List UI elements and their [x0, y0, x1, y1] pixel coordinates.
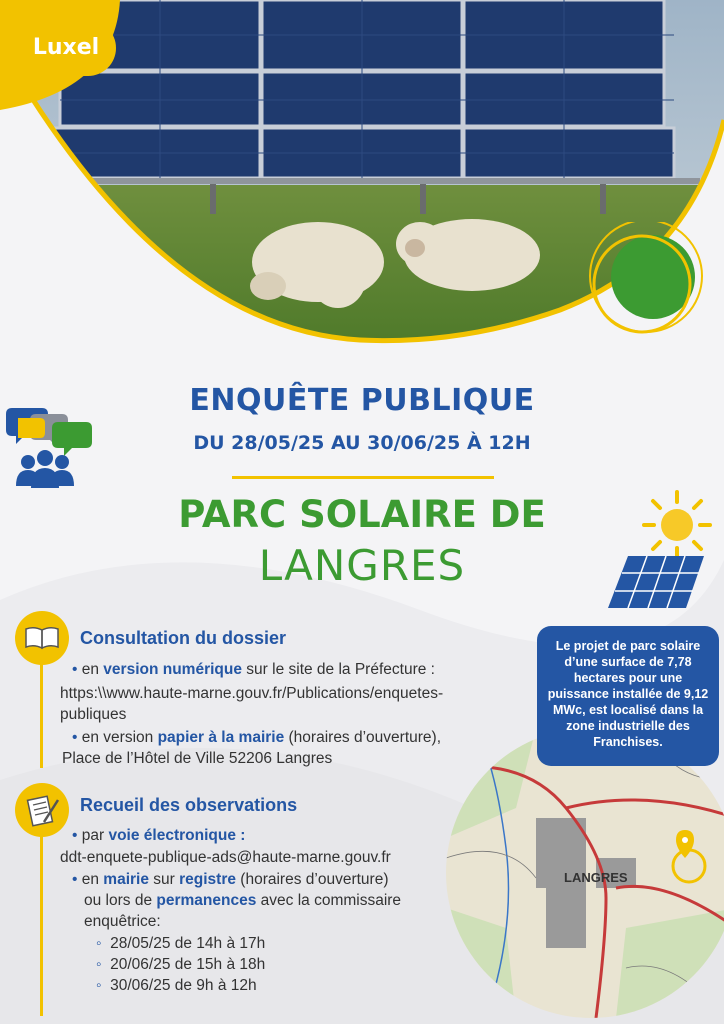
project-title: PARC SOLAIRE DE: [178, 493, 546, 536]
bullet: •: [72, 729, 82, 746]
observations-item-electronic: • par voie électronique :: [72, 827, 246, 844]
section-line-observations: [40, 820, 43, 1016]
consultation-item-digital: • en version numérique sur le site de la Préfecture :: [72, 661, 435, 678]
observations-commissioner-line: enquêtrice:: [84, 913, 161, 930]
consultation-title: Consultation du dossier: [80, 628, 287, 648]
session-item: ◦ 30/06/25 de 9h à 12h: [96, 977, 257, 994]
form-icon: [14, 782, 70, 838]
consultation-url-line1[interactable]: https:\\www.haute-marne.gouv.fr/Publications/enquetes-: [60, 685, 444, 702]
sub-bullet: ◦: [96, 935, 111, 952]
bullet: •: [72, 661, 82, 678]
session-item: ◦ 20/06/25 de 15h à 18h: [96, 956, 266, 973]
location-map: [446, 728, 724, 1018]
town-hall-label: mairie: [103, 871, 149, 888]
green-circle-decoration: [586, 222, 716, 342]
consultation-item-paper: • en version papier à la mairie (horaires d’ouverture),: [72, 729, 442, 746]
book-icon: [14, 610, 70, 666]
page-title: ENQUÊTE PUBLIQUE: [189, 383, 535, 418]
project-info-text: Le projet de parc solaire d’une surface de 7,78 hectares pour une puissance installée de 9,12 MWc, est localisé dans la zone industrielle des Franchises.: [547, 639, 709, 749]
permanences-label: permanences: [156, 892, 257, 909]
electronic-label: voie électronique :: [108, 827, 246, 844]
logo-text: Luxel: [32, 35, 100, 60]
observations-title: Recueil des observations: [80, 795, 298, 815]
sun-icon: [642, 490, 712, 560]
digital-version-label: version numérique: [103, 661, 242, 678]
sub-bullet: ◦: [96, 956, 111, 973]
solar-panel-icon: [606, 552, 706, 612]
paper-version-label: papier à la mairie: [157, 729, 285, 746]
sub-bullet: ◦: [96, 977, 111, 994]
bullet: •: [72, 871, 82, 888]
town-hall-address: Place de l’Hôtel de Ville 52206 Langres: [62, 750, 333, 767]
observations-email[interactable]: ddt-enquete-publique-ads@haute-marne.gouv.fr: [60, 849, 391, 866]
inquiry-dates: DU 28/05/25 AU 30/06/25 À 12H: [193, 432, 531, 454]
observations-permanences-line: ou lors de permanences avec la commissaire: [84, 892, 402, 909]
title-divider: [232, 476, 494, 479]
map-city-label: LANGRES: [564, 870, 628, 885]
bullet: •: [72, 827, 82, 844]
observations-item-register: • en mairie sur registre (horaires d’ouverture): [72, 871, 389, 888]
consultation-url-line2[interactable]: publiques: [60, 706, 127, 723]
project-info-box: [537, 626, 719, 766]
session-item: ◦ 28/05/25 de 14h à 17h: [96, 935, 266, 952]
register-label: registre: [179, 871, 236, 888]
project-city: LANGRES: [258, 541, 466, 590]
